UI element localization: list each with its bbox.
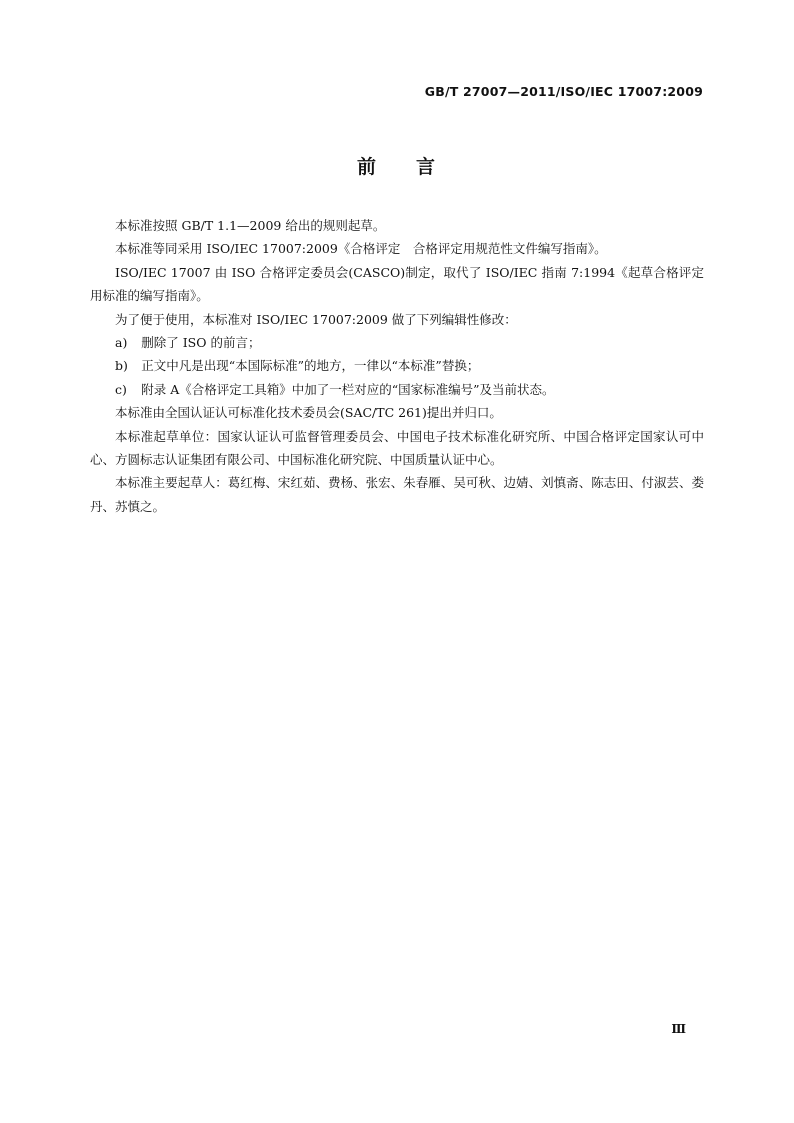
list-item bbox=[90, 354, 704, 377]
page-title-part-1: 前 bbox=[356, 156, 378, 178]
paragraph-editorial-changes: 为了便于使用，本标准对 ISO/IEC 17007:2009 做了下列编辑性修改： bbox=[115, 311, 517, 327]
list-marker: b) bbox=[115, 358, 128, 374]
foreword-body bbox=[90, 214, 704, 518]
list-item-text: 正文中凡是出现“本国际标准”的地方，一律以“本标准”替换； bbox=[141, 358, 480, 374]
paragraph-drafting-rules: 本标准按照 GB/T 1.1—2009 给出的规则起草。 bbox=[115, 218, 386, 233]
paragraph-drafting-organizations: 本标准起草单位：国家认证认可监督管理委员会、中国电子技术标准化研究所、中国合格评定国家认可中心、方圆标志认证集团有限公司、中国标准化研究院、中国质量认证中心。 bbox=[90, 428, 704, 468]
page-title bbox=[0, 152, 794, 179]
list-marker: c) bbox=[115, 381, 127, 397]
paragraph-casco-origin: ISO/IEC 17007 由 ISO 合格评定委员会(CASCO)制定，取代了 ISO/IEC 指南 7:1994《起草合格评定用标准的编写指南》。 bbox=[90, 264, 704, 304]
list-item bbox=[90, 331, 704, 354]
paragraph-drafters: 本标准主要起草人：葛红梅、宋红茹、费杨、张宏、朱春雁、吴可秋、边婧、刘慎斋、陈志田、付淑芸、娄丹、苏慎之。 bbox=[90, 475, 704, 514]
page-title-part-2: 言 bbox=[416, 156, 438, 178]
list-item-text: 删除了 ISO 的前言； bbox=[141, 335, 261, 351]
paragraph-proposer: 本标准由全国认证认可标准化技术委员会(SAC/TC 261)提出并归口。 bbox=[115, 405, 502, 421]
list-marker: a) bbox=[115, 335, 128, 351]
paragraph-equivalent-adoption: 本标准等同采用 ISO/IEC 17007:2009《合格评定 合格评定用规范性文件编写指南》。 bbox=[115, 241, 607, 257]
list-item bbox=[90, 378, 704, 401]
page-number: Ⅲ bbox=[671, 1022, 686, 1036]
list-item-text: 附录 A《合格评定工具箱》中加了一栏对应的“国家标准编号”及当前状态。 bbox=[141, 381, 555, 397]
standard-code-header: GB/T 27007—2011/ISO/IEC 17007:2009 bbox=[424, 84, 703, 99]
